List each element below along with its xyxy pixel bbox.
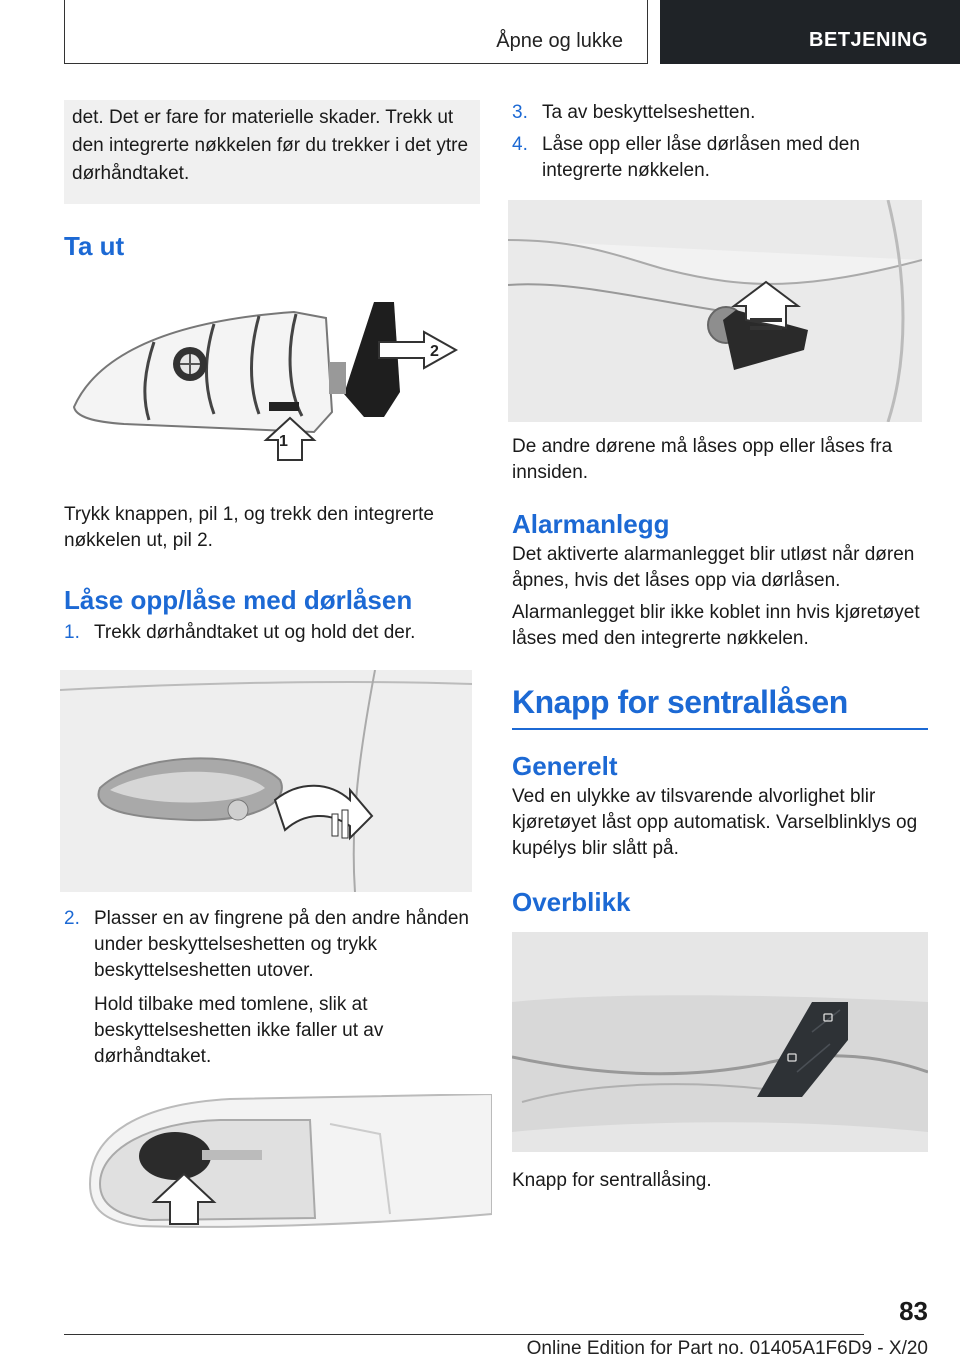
doors-text: De andre dørene må låses opp eller låses fra innsiden. bbox=[512, 436, 893, 483]
step-1 bbox=[64, 620, 480, 646]
warning-box bbox=[64, 100, 480, 204]
step-4 bbox=[512, 132, 928, 184]
footer-rule bbox=[64, 1334, 864, 1335]
step-text: Ta av beskyttelseshetten. bbox=[542, 102, 756, 123]
step-2 bbox=[64, 906, 480, 984]
right-column bbox=[508, 100, 928, 1194]
heading-knapp: Knapp for sentrallåsen bbox=[512, 684, 848, 720]
alarm-text-2: Alarmanlegget blir ikke koblet inn hvis kjøretøyet låses med den integrerte nøkkelen. bbox=[512, 602, 920, 649]
protective-cap-figure bbox=[80, 1094, 492, 1234]
step-note-text: Hold tilbake med tomlene, slik at beskyttelseshetten ikke faller ut av dørhåndtaket. bbox=[94, 994, 384, 1067]
step-number: 3. bbox=[512, 102, 528, 123]
page-number: 83 bbox=[899, 1296, 928, 1326]
step-3 bbox=[512, 100, 928, 126]
alarm-text-1: Det aktiverte alarmanlegget blir utløst når døren åpnes, hvis det låses opp via dørlåsen. bbox=[512, 544, 915, 591]
key-figure bbox=[64, 302, 480, 474]
arrow-label-2: 2 bbox=[430, 343, 439, 360]
key-in-lock-figure bbox=[508, 200, 922, 422]
arrow-label-1: 1 bbox=[279, 433, 288, 450]
step-2-note bbox=[64, 992, 480, 1070]
central-lock-figure bbox=[512, 932, 928, 1152]
door-handle-illustration bbox=[60, 670, 472, 892]
warning-text: det. Det er fare for materielle skader. Trekk ut den integrerte nøkkelen før du trekker i det ytre dørhåndtaket. bbox=[72, 107, 469, 184]
heading-overblikk: Overblikk bbox=[512, 887, 631, 917]
heading-ta-ut: Ta ut bbox=[64, 231, 125, 261]
key-illustration bbox=[64, 302, 480, 474]
step-number: 4. bbox=[512, 134, 528, 155]
heading-alarm: Alarmanlegg bbox=[512, 509, 670, 539]
step-number: 1. bbox=[64, 622, 80, 643]
heading-laase: Låse opp/låse med dørlåsen bbox=[64, 585, 413, 615]
step-number: 2. bbox=[64, 908, 80, 929]
step-text: Låse opp eller låse dørlåsen med den integrerte nøkkelen. bbox=[542, 134, 860, 181]
ta-ut-text: Trykk knappen, pil 1, og trekk den integrerte nøkkelen ut, pil 2. bbox=[64, 504, 434, 551]
left-column bbox=[64, 100, 480, 1234]
header-section-box bbox=[64, 0, 648, 64]
step-text: Plasser en av fingrene på den andre hånden under beskyttelseshetten og trykk beskyttelseshetten utover. bbox=[94, 908, 469, 981]
generelt-text: Ved en ulykke av tilsvarende alvorlighet blir kjøretøyet låst opp automatisk. Varselblinklys og kupélys blir slått på. bbox=[512, 786, 918, 859]
figure-caption: Knapp for sentrallåsing. bbox=[512, 1170, 712, 1191]
door-handle-figure bbox=[60, 670, 472, 892]
step-text: Trekk dørhåndtaket ut og hold det der. bbox=[94, 622, 416, 643]
cap-illustration bbox=[80, 1094, 492, 1234]
central-lock-illustration bbox=[512, 932, 928, 1152]
footer-edition: Online Edition for Part no. 01405A1F6D9 - X/20 bbox=[526, 1338, 928, 1359]
heading-generelt: Generelt bbox=[512, 751, 618, 781]
header-chapter-box bbox=[660, 0, 960, 64]
section-title: Åpne og lukke bbox=[496, 30, 623, 52]
chapter-title: BETJENING bbox=[809, 29, 928, 51]
key-in-lock-illustration bbox=[508, 200, 922, 422]
